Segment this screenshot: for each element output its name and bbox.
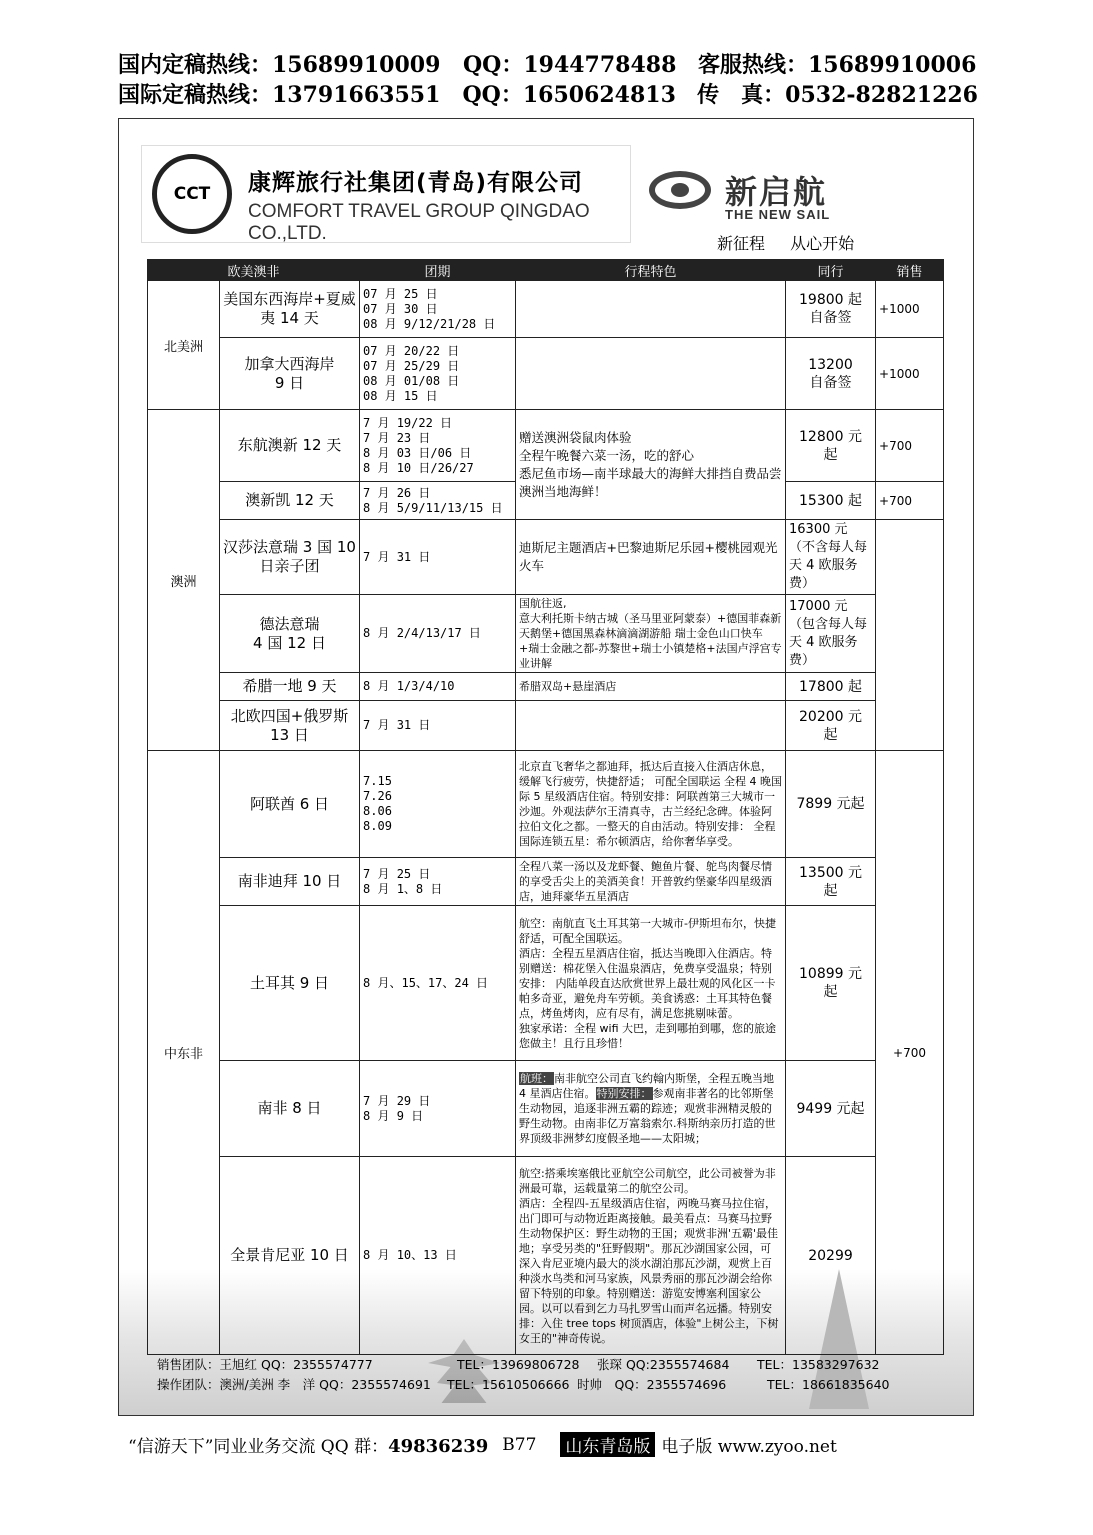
table-row bbox=[148, 858, 944, 906]
sale-markup: +700 bbox=[876, 482, 944, 520]
table-row bbox=[148, 906, 944, 1061]
table-row bbox=[148, 595, 944, 673]
peer-price: 9499 元起 bbox=[786, 1061, 876, 1157]
qq-group-label bbox=[128, 1432, 488, 1457]
departure-dates: 8 月 1/3/4/10 bbox=[360, 673, 516, 701]
route-features: 赠送澳洲袋鼠肉体验 全程午晚餐六菜一汤，吃的舒心 悉尼鱼市场—南半球最大的海鲜大排挡自费品尝澳洲当地海鲜！ bbox=[516, 410, 786, 520]
new-sail-name-cn: 新启航 bbox=[725, 173, 828, 211]
table-row bbox=[148, 520, 944, 595]
route-name: 希腊一地 9 天 bbox=[220, 673, 360, 701]
route-features bbox=[516, 281, 786, 338]
table-row bbox=[148, 410, 944, 482]
route-name: 阿联酋 6 日 bbox=[220, 751, 360, 858]
departure-dates: 7 月 25 日 8 月 1、8 日 bbox=[360, 858, 516, 906]
departure-dates: 7 月 31 日 bbox=[360, 701, 516, 751]
table-row bbox=[148, 701, 944, 751]
sales-team-qq-2: 张琛 QQ:2355574684 bbox=[597, 1357, 730, 1372]
route-name: 美国东西海岸+夏威夷 14 天 bbox=[220, 281, 360, 338]
header-features: 行程特色 bbox=[516, 260, 786, 281]
route-features bbox=[516, 1061, 786, 1157]
table-header-row bbox=[148, 260, 944, 281]
company-name-en: COMFORT TRAVEL GROUP QINGDAO CO.,LTD. bbox=[248, 201, 590, 244]
peer-price: 16300 元 （不含每人每天 4 欧服务费） bbox=[786, 520, 876, 595]
ops-team-qq: 操作团队：澳洲/美洲 李 洋 QQ：2355574691 bbox=[157, 1377, 431, 1392]
qq-group-number: 49836239 bbox=[388, 1436, 489, 1457]
ad-frame bbox=[118, 118, 974, 1416]
table-row bbox=[148, 338, 944, 410]
departure-dates: 8 月 2/4/13/17 日 bbox=[360, 595, 516, 673]
route-name: 加拿大西海岸 9 日 bbox=[220, 338, 360, 410]
peer-price: 17000 元 （包含每人每天 4 欧服务费） bbox=[786, 595, 876, 673]
route-features bbox=[516, 701, 786, 751]
header-dates: 团期 bbox=[360, 260, 516, 281]
cct-logo bbox=[141, 145, 631, 243]
route-features: 国航往返, 意大利托斯卡纳古城（圣马里亚阿蒙泰）+德国菲森新天鹅堡+德国黑森林滴滴湖游船 瑞士金色山口快车+瑞士金融之都-苏黎世+瑞士小镇楚格+法国卢浮宫专业讲解 bbox=[516, 595, 786, 673]
route-name: 全景肯尼亚 10 日 bbox=[220, 1157, 360, 1355]
header-peer-price: 同行 bbox=[786, 260, 876, 281]
ops-team-row bbox=[157, 1375, 957, 1395]
header-sale: 销售 bbox=[876, 260, 944, 281]
peer-price: 20299 bbox=[786, 1157, 876, 1355]
route-name: 土耳其 9 日 bbox=[220, 906, 360, 1061]
peer-price: 7899 元起 bbox=[786, 751, 876, 858]
table-row bbox=[148, 1157, 944, 1355]
highlight-label: 航班： bbox=[520, 1072, 554, 1085]
route-features: 希腊双岛+悬崖酒店 bbox=[516, 673, 786, 701]
departure-dates: 7 月 26 日 8 月 5/9/11/13/15 日 bbox=[360, 482, 516, 520]
departure-dates: 8 月、15、17、24 日 bbox=[360, 906, 516, 1061]
peer-price: 13500 元 起 bbox=[786, 858, 876, 906]
route-features: 全程八菜一汤以及龙虾餐、鲍鱼片餐、鸵鸟肉餐尽情的享受舌尖上的美酒美食！开普敦约堡豪华四星级酒店，迪拜豪华五星酒店 bbox=[516, 858, 786, 906]
header-route: 欧美澳非 bbox=[148, 260, 360, 281]
route-name: 北欧四国+俄罗斯 13 日 bbox=[220, 701, 360, 751]
region-middle-east-africa: 中东非 bbox=[148, 751, 220, 1355]
international-qq: QQ：1650624813 bbox=[462, 82, 676, 108]
table-row bbox=[148, 751, 944, 858]
sales-team-tel: TEL：13969806728 bbox=[457, 1357, 580, 1372]
service-hotline: 客服热线：15689910006 bbox=[698, 52, 977, 78]
edition-badge: 山东青岛版 bbox=[560, 1432, 655, 1457]
departure-dates: 7 月 19/22 日 7 月 23 日 8 月 03 日/06 日 8 月 10 日/26/27 bbox=[360, 410, 516, 482]
sales-team-tel-2: TEL：13583297632 bbox=[757, 1357, 880, 1372]
international-hotline: 国际定稿热线：13791663551 bbox=[118, 82, 441, 108]
itinerary-table bbox=[147, 259, 944, 1355]
region-north-america: 北美洲 bbox=[148, 281, 220, 410]
feature-text: 参观南非著名的比邻斯堡生动物园，追逐非洲五霸的踪迹；观赏非洲精灵般的野生动物。由南非亿万富翁索尔.科斯纳亲历打造的世界顶级非洲梦幻度假圣地——太阳城； bbox=[519, 1087, 776, 1145]
new-sail-logo bbox=[639, 163, 899, 223]
domestic-hotline: 国内定稿热线：15689910009 bbox=[118, 52, 441, 78]
departure-dates: 7 月 31 日 bbox=[360, 520, 516, 595]
slogan: 新征程 从心开始 bbox=[717, 234, 855, 253]
ops-team-tel: TEL：15610506666 bbox=[447, 1377, 570, 1392]
new-sail-eye-icon bbox=[649, 171, 711, 209]
peer-price: 19800 起 自备签 bbox=[786, 281, 876, 338]
sale-markup bbox=[876, 520, 944, 751]
table-row bbox=[148, 281, 944, 338]
sales-team-qq: 销售团队：王旭红 QQ：2355574777 bbox=[157, 1357, 373, 1372]
cct-mark-icon: CCT bbox=[152, 154, 232, 234]
route-name: 南非 8 日 bbox=[220, 1061, 360, 1157]
departure-dates: 7.15 7.26 8.06 8.09 bbox=[360, 751, 516, 858]
qq-group-text: “信游天下”同业业务交流 QQ 群： bbox=[128, 1437, 389, 1457]
route-features: 北京直飞奢华之都迪拜，抵达后直接入住酒店休息，缓解飞行疲劳，快捷舒适； 可配全国联运 全程 4 晚国际 5 星级酒店住宿。特别安排：阿联酋第三大城市一沙迦。外观法萨尔王清真寺，古兰经纪念碑。体验阿拉伯文化之都。一整天的自由活动。特别安排： 全程国际连锁五星：希尔顿酒店，给你奢华享受。 bbox=[516, 751, 786, 858]
route-features: 航空:搭乘埃塞俄比亚航空公司航空，此公司被誉为非洲最可靠，运载量第二的航空公司。 酒店：全程四-五星级酒店住宿，两晚马赛马拉住宿，出门即可与动物近距离接触。最美看点：马赛马拉野生动物保护区：野生动物的王国；观赏非洲'五霸'最佳地；享受另类的"狂野假期"。那瓦沙湖国家公园，可深入肯尼亚境内最大的淡水湖泊那瓦沙湖，观赏上百种淡水鸟类和河马家族，风景秀丽的那瓦沙湖会给你留下特别的印象。特别赠送：游览安博塞利国家公园。以可以看到乞力马扎罗雪山而声名远播。特别安排：入住 tree tops 树顶酒店，体验"上树公主，下树女王的"神奇传说。 bbox=[516, 1157, 786, 1355]
company-name-cn: 康辉旅行社集团(青岛)有限公司 bbox=[248, 170, 584, 196]
peer-price: 15300 起 bbox=[786, 482, 876, 520]
team-contacts bbox=[157, 1355, 957, 1395]
hotline-header bbox=[118, 50, 978, 110]
route-features: 航空：南航直飞土耳其第一大城市-伊斯坦布尔，快捷舒适，可配全国联运。 酒店：全程五星酒店住宿，抵达当晚即入住酒店。特别赠送：棉花堡入住温泉酒店，免费享受温泉；特别安排： 内陆单段直达欣赏世界上最壮观的风化区一卡帕多奇亚，避免舟车劳顿。美食诱惑：土耳其特色餐点，烤鱼烤肉，应有尽有，满足您挑剔味蕾。 独家承诺：全程 wifi 大巴，走到哪拍到哪，您的旅途您做主！且行且珍惜！ bbox=[516, 906, 786, 1061]
sale-markup: +700 bbox=[876, 410, 944, 482]
ops-team-tel-2: TEL：18661835640 bbox=[767, 1377, 890, 1392]
departure-dates: 8 月 10、13 日 bbox=[360, 1157, 516, 1355]
fax-number: 传 真：0532-82821226 bbox=[697, 82, 978, 108]
domestic-qq: QQ：1944778488 bbox=[463, 52, 677, 78]
peer-price: 10899 元 起 bbox=[786, 906, 876, 1061]
feature-text: 南非航空公司直飞约翰内斯堡，全程五晚当地 4 星酒店住宿。 bbox=[519, 1072, 775, 1100]
departure-dates: 07 月 25 日 07 月 30 日 08 月 9/12/21/28 日 bbox=[360, 281, 516, 338]
table-row bbox=[148, 673, 944, 701]
route-name: 澳新凯 12 天 bbox=[220, 482, 360, 520]
sale-markup: +1000 bbox=[876, 338, 944, 410]
departure-dates: 7 月 29 日 8 月 9 日 bbox=[360, 1061, 516, 1157]
peer-price: 13200 自备签 bbox=[786, 338, 876, 410]
peer-price: 17800 起 bbox=[786, 673, 876, 701]
hotline-row-domestic bbox=[118, 50, 978, 80]
peer-price: 12800 元 起 bbox=[786, 410, 876, 482]
table-row bbox=[148, 1061, 944, 1157]
new-sail-name-en: THE NEW SAIL bbox=[725, 207, 831, 222]
sale-markup: +1000 bbox=[876, 281, 944, 338]
page-footer bbox=[128, 1432, 978, 1457]
route-features bbox=[516, 338, 786, 410]
route-name: 汉莎法意瑞 3 国 10 日亲子团 bbox=[220, 520, 360, 595]
hotline-row-international bbox=[118, 80, 978, 110]
ops-team-qq-2: 时帅 QQ：2355574696 bbox=[577, 1377, 727, 1392]
route-name: 南非迪拜 10 日 bbox=[220, 858, 360, 906]
region-oceania: 澳洲 bbox=[148, 410, 220, 751]
route-features: 迪斯尼主题酒店+巴黎迪斯尼乐园+樱桃园观光火车 bbox=[516, 520, 786, 595]
route-name: 东航澳新 12 天 bbox=[220, 410, 360, 482]
highlight-label: 特别安排： bbox=[596, 1087, 652, 1100]
sale-markup: +700 bbox=[876, 751, 944, 1355]
peer-price: 20200 元 起 bbox=[786, 701, 876, 751]
website-link[interactable]: 电子版 www.zyoo.net bbox=[661, 1437, 837, 1457]
page-number: B77 bbox=[502, 1434, 537, 1455]
sales-team-row bbox=[157, 1355, 957, 1375]
route-name: 德法意瑞 4 国 12 日 bbox=[220, 595, 360, 673]
departure-dates: 07 月 20/22 日 07 月 25/29 日 08 月 01/08 日 08 月 15 日 bbox=[360, 338, 516, 410]
